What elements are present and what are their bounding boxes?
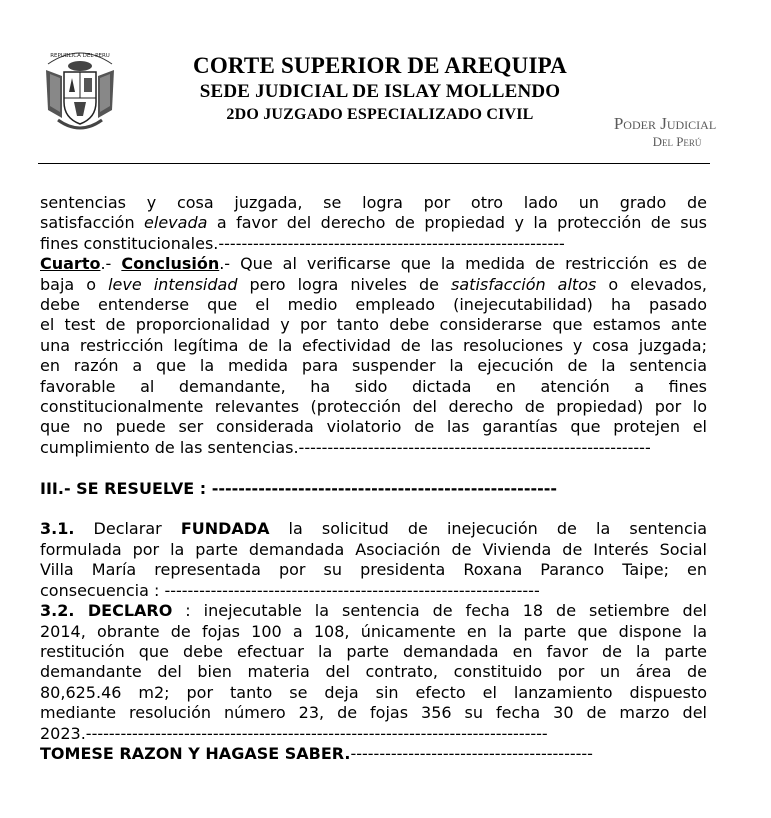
text-line: 80,625.46 m2; por tanto se deja sin efecto el lanzamiento dispuesto — [40, 682, 707, 702]
paragraph-tercero-end — [40, 193, 707, 254]
coat-of-arms-logo — [38, 40, 122, 132]
text-line: Cuarto.- Conclusión.- Que al verificarse que la medida de restricción es de — [40, 254, 707, 274]
text-line: 2023.-------------------------------------------------------------------------------- — [40, 723, 548, 743]
header-divider — [38, 163, 710, 164]
item-number: 3.1. — [40, 519, 75, 539]
text-line: 2014, obrante de fojas 100 a 108, únicamente en la parte que dispone la — [40, 621, 707, 641]
italic-term: elevada — [144, 213, 208, 233]
term-fundada: FUNDADA — [180, 519, 270, 539]
text-line: sentencias y cosa juzgada, se logra por otro lado un grado de — [40, 193, 707, 212]
institution-logo — [600, 114, 730, 150]
court-seat: SEDE JUDICIAL DE ISLAY MOLLENDO — [199, 81, 561, 102]
institution-country: Del Perú — [652, 134, 702, 149]
heading-cuarto: Cuarto — [40, 254, 101, 274]
text-line: que no puede ser considerada violatorio de las garantías que protejen el — [40, 417, 707, 437]
resolution-item-3-2 — [40, 601, 707, 744]
spacer — [40, 499, 707, 519]
italic-term: satisfacción altos — [451, 274, 597, 294]
text-line: constitucionalmente relevantes (protección del derecho de propiedad) por lo — [40, 397, 707, 417]
resolution-item-3-1 — [40, 519, 707, 601]
text-line: en razón a que la medida para suspender la ejecución de la sentencia — [40, 356, 707, 376]
text-line: favorable al demandante, ha sido dictada en atención a fines — [40, 376, 707, 396]
peru-crest-icon — [38, 40, 122, 132]
text-line: demandante del bien materia del contrato, constituido por un área de — [40, 662, 707, 682]
svg-text:REPUBLICA DEL PERU: REPUBLICA DEL PERU — [50, 53, 110, 59]
text-line: mediante resolución número 23, de fojas 356 su fecha 30 de marzo del — [40, 703, 707, 723]
italic-term: leve intensidad — [108, 274, 238, 294]
text-line: 3.2. DECLARO : inejecutable la sentencia de fecha 18 de setiembre del — [40, 601, 707, 621]
text-line: satisfacción elevada a favor del derecho de propiedad y la protección de sus — [40, 213, 708, 233]
text-line: cumplimiento de las sentencias.------------------------------------------------------------- — [40, 437, 651, 457]
court-header — [160, 52, 600, 126]
court-name: CORTE SUPERIOR DE AREQUIPA — [193, 53, 567, 78]
text-line: consecuencia : ----------------------------------------------------------------- — [40, 580, 540, 600]
institution-name: Poder Judicial — [613, 114, 717, 133]
text-line: Villa María representada por su presidenta Roxana Paranco Taipe; en — [40, 560, 707, 580]
document-body — [40, 193, 707, 764]
text-line: restitución que debe efectuar la parte demandada en favor de la parte — [40, 641, 707, 661]
text-line: fines constitucionales.------------------------------------------------------------ — [40, 233, 565, 253]
section-title-se-resuelve: III.- SE RESUELVE : ---------------------------------------------------- — [40, 478, 558, 498]
text-line: 3.1. Declarar FUNDADA la solicitud de inejecución de la sentencia — [40, 519, 707, 539]
paragraph-cuarto — [40, 254, 707, 458]
heading-conclusion: Conclusión — [121, 254, 220, 274]
spacer — [40, 458, 707, 478]
court-office: 2DO JUZGADO ESPECIALIZADO CIVIL — [226, 106, 534, 123]
closing-line: TOMESE RAZON Y HAGASE SABER.------------------------------------------ — [40, 743, 593, 763]
text-line: formulada por la parte demandada Asociación de Vivienda de Interés Social — [40, 539, 707, 559]
item-number: 3.2. DECLARO — [40, 601, 173, 621]
text-line: baja o leve intensidad pero logra niveles de satisfacción altos o elevados, — [40, 274, 707, 294]
text-line: una restricción legítima de la efectividad de las resoluciones y cosa juzgada; — [40, 335, 707, 355]
closing-formula: TOMESE RAZON Y HAGASE SABER. — [40, 743, 351, 763]
text-line: debe entenderse que el medio empleado (inejecutabilidad) ha pasado — [40, 295, 707, 315]
text-line: el test de proporcionalidad y por tanto debe considerarse que estamos ante — [40, 315, 707, 335]
